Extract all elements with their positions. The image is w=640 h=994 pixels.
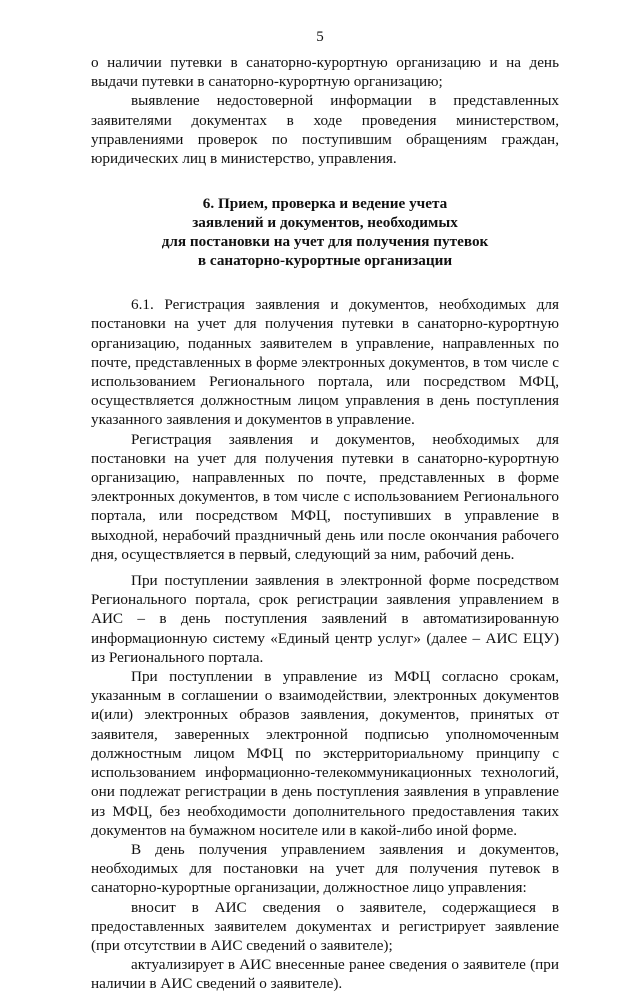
section-heading-line: в санаторно-курортные организации bbox=[197, 252, 453, 270]
paragraph-registration-nonworking-day: Регистрация заявления и документов, необходимых для постановки на учет для получения путевки в санаторно-курортную организацию, направленных по почте, представленных в форме электронных документов, в том числе с использованием Регионального портала, или посредством МФЦ, поступивших в управление в выходной, нерабочий праздничный день или после окончания рабочего дня, осуществляется в первый, следующий за ним, рабочий день. bbox=[91, 430, 559, 563]
paragraph-mfc: При поступлении в управление из МФЦ согласно срокам, указанным в соглашении о взаимодействии, электронных документов и(или) электронных образов заявления, документов, принятых от заявителя, заверенных электронной подписью уполномоченным должностным лицом МФЦ по экстерриториальному принципу с использованием информационно-телекоммуникационных технологий, они подлежат регистрации в день поступления заявления в управление из МФЦ, без необходимости дополнительного предоставления таких документов на бумажном носителе или в какой-либо иной форме. bbox=[91, 668, 559, 839]
paragraph-gap bbox=[91, 564, 559, 571]
section-heading-line: для постановки на учет для получения путевок bbox=[161, 233, 489, 251]
paragraph-regional-portal: При поступлении заявления в электронной форме посредством Регионального портала, срок регистрации заявления управлением в АИС – в день поступления заявлений в автоматизированную информационную систему «Единый центр услуг» (далее – АИС ЕЦУ) из Регионального портала. bbox=[91, 572, 559, 666]
section-heading bbox=[91, 194, 559, 270]
paragraph-update-applicant-info: актуализирует в АИС внесенные ранее сведения о заявителе (при наличии в АИС сведений о заявителе). bbox=[91, 956, 559, 993]
section-heading-line: 6. Прием, проверка и ведение учета bbox=[202, 195, 448, 213]
document-body bbox=[91, 53, 559, 994]
paragraph-enter-applicant-info: вносит в АИС сведения о заявителе, содержащиеся в предоставленных заявителем документах и регистрирует заявление (при отсутствии в АИС сведений о заявителе); bbox=[91, 898, 559, 954]
paragraph-6-1: 6.1. Регистрация заявления и документов, необходимых для постановки на учет для получения путевки в санаторно-курортную организацию, поданных заявителем в управление, направленных по почте, представленных в форме электронных документов, в том числе с использованием Регионального портала, или посредством МФЦ, осуществляется должностным лицом управления в день поступления указанного заявления и документов в управление. bbox=[91, 296, 559, 429]
page-number: 5 bbox=[316, 29, 324, 45]
paragraph-receipt-day: В день получения управлением заявления и документов, необходимых для постановки на учет для получения путевок в санаторно-курортные организации, должностное лицо управления: bbox=[91, 840, 559, 897]
intro-paragraph-continued: о наличии путевки в санаторно-курортную организацию и на день выдачи путевки в санаторно-курортную организацию; bbox=[91, 54, 559, 91]
intro-paragraph: выявление недостоверной информации в представленных заявителями документах в ходе проведения министерством, управлениями проверок по поступившим обращениям граждан, юридических лиц в министерство, управления. bbox=[91, 92, 559, 168]
section-heading-line: заявлений и документов, необходимых bbox=[192, 214, 458, 232]
